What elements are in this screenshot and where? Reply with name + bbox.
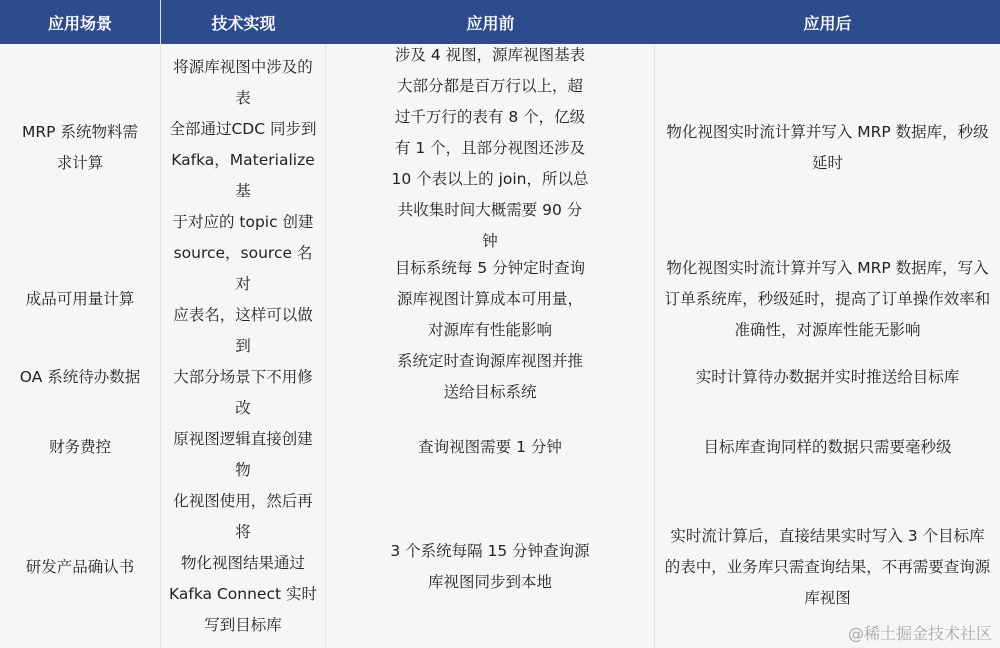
after-cell: 实时流计算后，直接结果实时写入 3 个目标库 的表中，业务库只需查询结果，不再需要查询源 库视图 (664, 526, 991, 607)
header-tech: 技术实现 (161, 0, 326, 44)
header-after: 应用后 (655, 0, 1000, 44)
after-cell: 物化视图实时流计算并写入 MRP 数据库，秒级 延时 (666, 123, 989, 172)
before-cell: 查询视图需要 1 分钟 (326, 408, 655, 486)
after-cell: 目标库查询同样的数据只需要毫秒级 (703, 437, 952, 456)
scene-cell: OA 系统待办数据 (0, 346, 161, 408)
scene-cell: 研发产品确认书 (0, 486, 161, 648)
header-before: 应用前 (326, 0, 655, 44)
before-cell: 系统定时查询源库视图并推 送给目标系统 (326, 346, 655, 408)
header-scene: 应用场景 (0, 0, 161, 44)
after-cell: 物化视图实时流计算并写入 MRP 数据库，写入 订单系统库，秒级延时，提高了订单操作效率和 准确性，对源库性能无影响 (664, 258, 991, 339)
scene-cell: MRP 系统物料需 求计算 (0, 44, 161, 252)
before-cell: 目标系统每 5 分钟定时查询 源库视图计算成本可用量， 对源库有性能影响 (326, 252, 655, 346)
after-cell: 实时计算待办数据并实时推送给目标库 (695, 367, 960, 386)
watermark: @稀土掘金技术社区 (847, 624, 992, 643)
tech-impl-cell: 将源库视图中涉及的表 全部通过CDC 同步到 Kafka，Materialize 基 于对应的 topic 创建 source，source 名对 应表名，这样可以做到 大部分场景下不用修改 原视图逻辑直接创建物 化视图使用，然后再将 物化视图结果通过 Kafka Connect 实时 写到目标库 (161, 44, 326, 648)
scene-cell: 成品可用量计算 (0, 252, 161, 346)
scene-cell: 财务费控 (0, 408, 161, 486)
before-cell: 3 个系统每隔 15 分钟查询源 库视图同步到本地 (326, 486, 655, 648)
before-cell: 涉及 4 视图，源库视图基表 大部分都是百万行以上，超 过千万行的表有 8 个，亿级 有 1 个，且部分视图还涉及 10 个表以上的 join，所以总 共收集时间大概需要 90 分 钟 (326, 44, 655, 252)
